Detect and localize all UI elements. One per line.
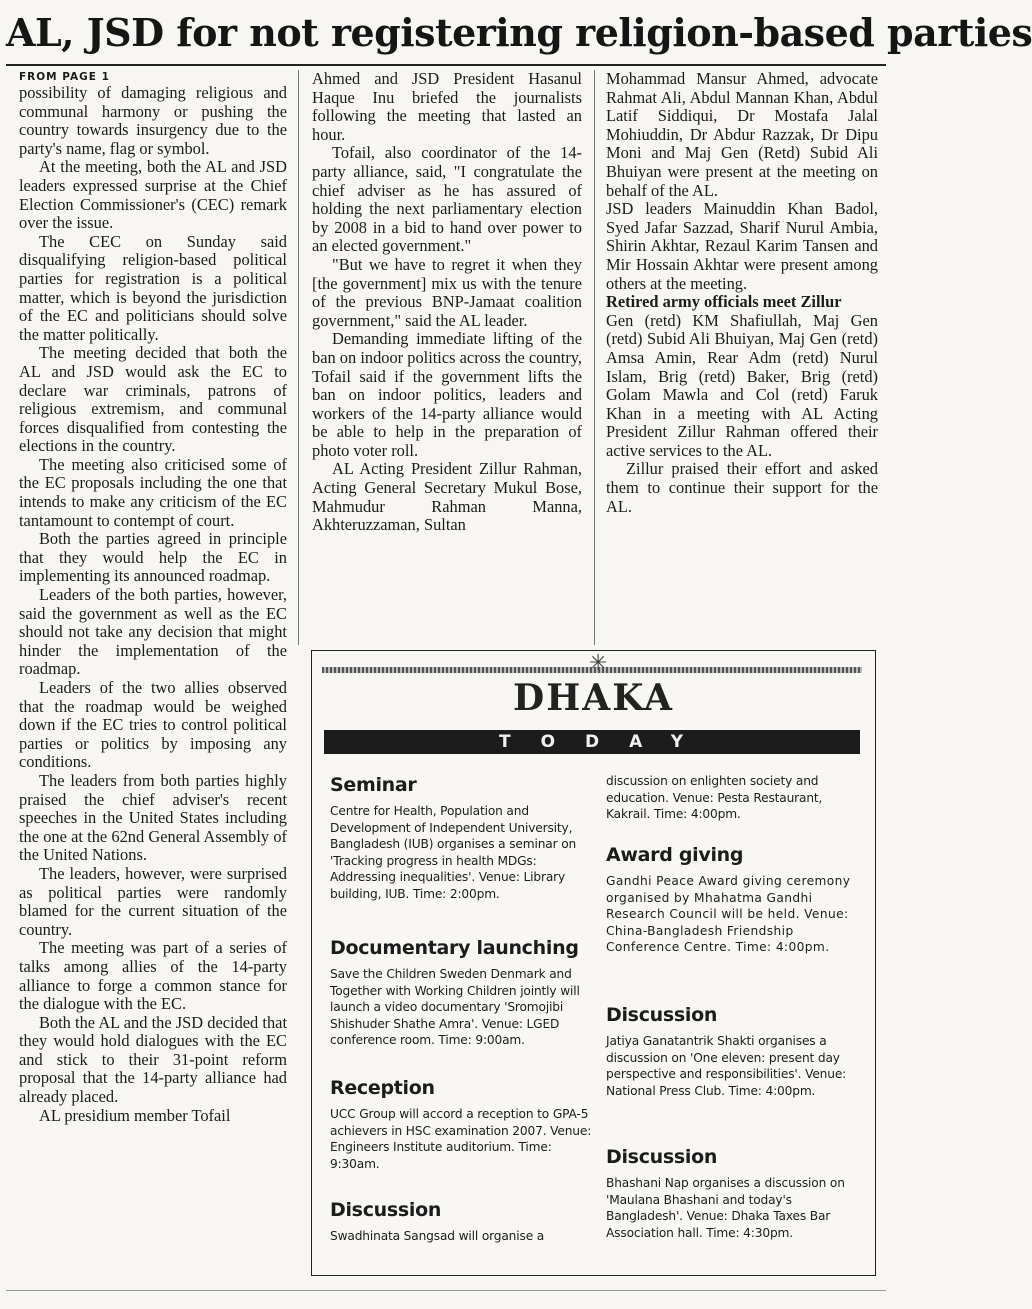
sunburst-icon: ✳ (589, 651, 608, 676)
article-paragraph: The meeting decided that both the AL and JSD would ask the EC to declare war criminals, patrons of religious extremism, and communal forces disqualified from contesting the elections in the country. (19, 343, 287, 456)
dhaka-today-box (311, 650, 876, 1276)
event-seminar (330, 773, 592, 902)
event-discussion-1 (330, 1198, 592, 1245)
page-bottom-rule (6, 1290, 886, 1291)
article-paragraph: Leaders of the both parties, however, said the government as well as the EC should not take any decision that might hinder the implementation of the roadmap. (19, 585, 287, 679)
event-discussion-1-continued (606, 773, 862, 823)
event-text: Bhashani Nap organises a discussion on 'Maulana Bhashani and today's Bangladesh'. Venue: Dhaka Taxes Bar Association hall. Time: 4:30pm. (606, 1176, 845, 1240)
event-documentary (330, 936, 592, 1049)
article-paragraph: The meeting was part of a series of talks among allies of the 14-party alliance to forge a common stance for the dialogue with the EC. (19, 938, 287, 1014)
article-paragraph: The meeting also criticised some of the EC proposals including the one that intends to make any criticism of the EC tantamount to contempt of court. (19, 454, 287, 530)
article-paragraph: The leaders from both parties highly praised the chief adviser's recent speeches in the United States including the one at the 62nd General Assembly of the United Nations. (19, 770, 287, 865)
from-page-label: FROM PAGE 1 (19, 71, 110, 83)
article-column-1 (19, 70, 287, 1125)
article-paragraph: Mohammad Mansur Ahmed, advocate Rahmat Ali, Abdul Mannan Khan, Abdul Latif Siddiqui, Dr Mostafa Jalal Mohiuddin, Dr Abdur Razzak, Dr Dipu Moni and Maj Gen (Retd) Subid Ali Bhuiyan were present at the meeting on behalf of the AL. (606, 69, 878, 200)
article-paragraph: At the meeting, both the AL and JSD leaders expressed surprise at the Chief Election Commissioner's (CEC) remark over the issue. (19, 157, 287, 233)
dhaka-today-title: DHAKA (513, 677, 674, 719)
today-band: TODAY (324, 730, 860, 754)
event-award-giving (606, 843, 862, 956)
event-reception (330, 1076, 592, 1172)
event-heading: Award giving (606, 844, 744, 866)
article-paragraph: The CEC on Sunday said disqualifying religion-based political parties for registration is a political matter, which is beyond the jurisdiction of the EC and politicians should solve the matter politically. (19, 231, 287, 344)
event-text: discussion on enlighten society and education. Venue: Pesta Restaurant, Kakrail. Time: 4:00pm. (606, 774, 823, 821)
article-paragraph: possibility of damaging religious and communal harmony or pushing the country towards insurgency due to the party's name, flag or symbol. (19, 83, 287, 158)
article-paragraph: Tofail, also coordinator of the 14-party alliance, said, "I congratulate the chief adviser as he has assured of holding the next parliamentary election by 2008 in a bid to hand over power to an elected government." (312, 143, 582, 256)
article-paragraph: "But we have to regret it when they [the government] mix us with the tenure of the previous BNP-Jamaat coalition government," said the AL leader. (312, 254, 582, 330)
event-text: Swadhinata Sangsad will organise a (330, 1229, 545, 1243)
subheading: Retired army officials meet Zillur (606, 292, 842, 312)
event-discussion-3 (606, 1145, 862, 1241)
event-discussion-2 (606, 1003, 862, 1099)
headline-rule (6, 64, 886, 66)
event-text: Centre for Health, Population and Development of Independent University, Bangladesh (IUB) organises a seminar on 'Tracking progress in health MDGs: Addressing inequalities'. Venue: Library building, IUB. Time: 2:00pm. (330, 804, 577, 901)
article-paragraph: AL Acting President Zillur Rahman, Acting General Secretary Mukul Bose, Mahmudur Rahman Manna, Akhteruzzaman, Sultan (312, 459, 582, 535)
article-paragraph: JSD leaders Mainuddin Khan Badol, Syed Jafar Sazzad, Sharif Nurul Ambia, Shirin Akhtar, Rezaul Karim Tansen and Mir Hossain Akhtar were present among others at the meeting. (606, 199, 878, 293)
article-paragraph: Zillur praised their effort and asked them to continue their support for the AL. (606, 459, 878, 516)
event-text: Jatiya Ganatantrik Shakti organises a discussion on 'One eleven: present day perspective and responsibilities'. Venue: National Press Club. Time: 4:00pm. (606, 1034, 847, 1098)
article-column-3 (606, 70, 878, 516)
article-paragraph: Leaders of the two allies observed that the roadmap would be weighed down if the EC tries to control political parties or politics by imposing any conditions. (19, 678, 287, 772)
column-divider-1 (298, 70, 299, 645)
article-paragraph: AL presidium member Tofail (39, 1105, 231, 1125)
event-heading: Documentary launching (330, 937, 579, 959)
headline: AL, JSD for not registering religion-based parties (6, 10, 1032, 55)
article-paragraph: Both the AL and the JSD decided that they would hold dialogues with the EC and stick to their 31-point reform proposal that the 14-party alliance had already placed. (19, 1012, 287, 1107)
event-text: Save the Children Sweden Denmark and Together with Working Children jointly will launch a video documentary 'Sromojibi Shishuder Shathe Amra'. Venue: LGED conference room. Time: 9:00am. (330, 967, 580, 1047)
event-heading: Discussion (606, 1004, 718, 1026)
event-text: Gandhi Peace Award giving ceremony organised by Mhahatma Gandhi Research Council will be held. Venue: China-Bangladesh Friendship Conference Centre. Time: 4:00pm. (606, 874, 851, 954)
article-column-2 (312, 70, 582, 535)
article-paragraph: Gen (retd) KM Shafiullah, Maj Gen (retd) Subid Ali Bhuiyan, Maj Gen (retd) Amsa Amin, Rear Adm (retd) Nurul Islam, Brig (retd) Baker, Brig (retd) Golam Mawla and Col (retd) Faruk Khan in a meeting with AL Acting President Zillur Rahman offered their active services to the AL. (606, 310, 878, 460)
article-paragraph: The leaders, however, were surprised as political parties were randomly blamed for the current situation of the country. (19, 863, 287, 939)
event-heading: Reception (330, 1077, 435, 1099)
event-text: UCC Group will accord a reception to GPA-5 achievers in HSC examination 2007. Venue: Engineers Institute auditorium. Time: 9:30am. (330, 1107, 592, 1171)
event-heading: Discussion (330, 1199, 442, 1221)
article-paragraph: Demanding immediate lifting of the ban on indoor politics across the country, Tofail said if the government lifts the ban on indoor politics, leaders and workers of the 14-party alliance would be able to help in the preparation of photo voter roll. (312, 329, 582, 460)
event-heading: Seminar (330, 774, 417, 796)
article-paragraph: Both the parties agreed in principle that they would help the EC in implementing its announced roadmap. (19, 529, 287, 586)
event-heading: Discussion (606, 1146, 718, 1168)
column-divider-2 (594, 70, 595, 645)
article-paragraph: Ahmed and JSD President Hasanul Haque Inu briefed the journalists following the meeting that lasted an hour. (312, 69, 582, 144)
